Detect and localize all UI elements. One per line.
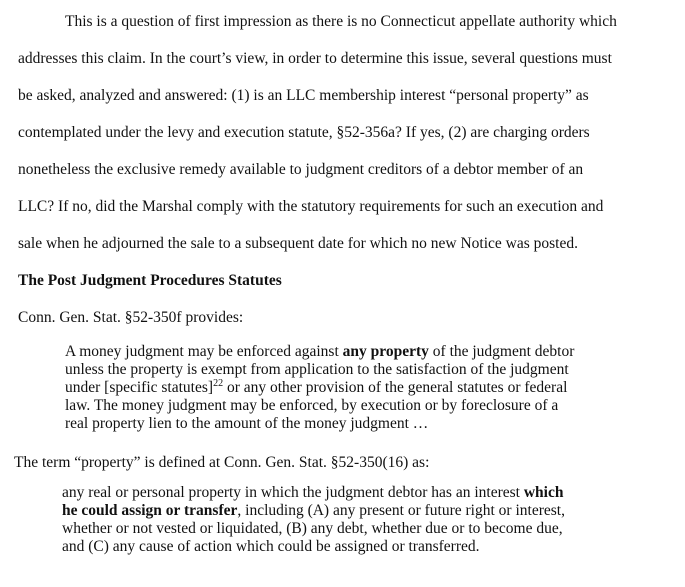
quote-1-line-2: unless the property is exempt from application to the satisfaction of the judgment <box>65 361 569 378</box>
paragraph-line-1: This is a question of first impression as there is no Connecticut appellate authority which <box>65 13 617 30</box>
paragraph-line-6: LLC? If no, did the Marshal comply with the statutory requirements for such an execution and <box>18 198 604 215</box>
statute-intro-2: The term “property” is defined at Conn. Gen. Stat. §52-350(16) as: <box>14 454 430 471</box>
quote-1-line-1: A money judgment may be enforced against any property of the judgment debtor <box>65 343 575 360</box>
block-quote-1 <box>65 343 574 433</box>
quote-2-line-4: and (C) any cause of action which could be assigned or transferred. <box>62 538 480 555</box>
paragraph-line-2: addresses this claim. In the court’s view, in order to determine this issue, several questions must <box>18 50 612 67</box>
paragraph-line-7: sale when he adjourned the sale to a subsequent date for which no new Notice was posted. <box>18 235 578 252</box>
paragraph-line-4: contemplated under the levy and execution statute, §52-356a? If yes, (2) are charging orders <box>18 124 590 141</box>
paragraph-line-3: be asked, analyzed and answered: (1) is an LLC membership interest “personal property” as <box>18 87 589 104</box>
quote-1-line-5: real property lien to the amount of the money judgment … <box>65 415 429 432</box>
quote-2-line-2: he could assign or transfer, including (A) any present or future right or interest, <box>62 502 565 519</box>
statute-intro-1: Conn. Gen. Stat. §52-350f provides: <box>18 309 244 326</box>
quote-1-line-3: under [specific statutes]$^{22}$ or any other provision of the general statutes or federal <box>65 377 568 396</box>
quote-1-line-4: law. The money judgment may be enforced, by execution or by foreclosure of a <box>65 397 559 414</box>
quote-2-line-1: any real or personal property in which the judgment debtor has an interest which <box>62 484 564 501</box>
block-quote-2 <box>62 484 565 556</box>
footnote-ref-22: 22 <box>213 377 224 389</box>
section-heading: The Post Judgment Procedures Statutes <box>18 272 282 289</box>
quote-2-line-3: whether or not vested or liquidated, (B) any debt, whether due or to become due, <box>62 520 563 537</box>
paragraph-line-5: nonetheless the exclusive remedy available to judgment creditors of a debtor member of an <box>18 161 584 178</box>
